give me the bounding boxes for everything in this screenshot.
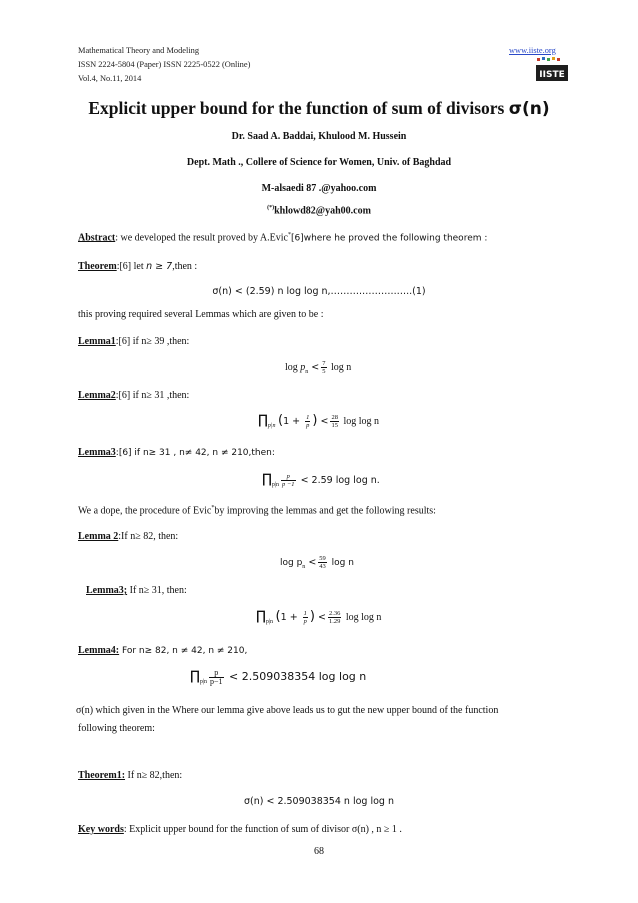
- lemma4-numerator: p: [209, 669, 224, 678]
- lemma1-condition: :[6] if n≥ 39 ,then:: [115, 336, 190, 347]
- lemma3-denominator: p −1: [282, 481, 295, 489]
- journal-name: Mathematical Theory and Modeling: [78, 46, 200, 55]
- lemma2-numerator: 1: [306, 414, 310, 422]
- page-number: 68: [314, 846, 324, 857]
- lemma2-condition: :[6] if n≥ 31 ,then:: [115, 390, 190, 401]
- keywords-line: [78, 824, 402, 835]
- lemma3b-product-index: p|n: [265, 619, 274, 625]
- theorem-label: Theorem: [78, 261, 117, 272]
- lemma2-label: Lemma2: [78, 390, 116, 401]
- sigma-paragraph-2: following theorem:: [78, 723, 155, 734]
- theorem-condition: n ≥ 7: [146, 261, 173, 272]
- adopt-text: We a dope, the procedure of Evic: [78, 505, 212, 517]
- lemma3b-line: [86, 585, 187, 596]
- lemma3b-product-symbol: ∏: [256, 609, 266, 624]
- lemma2-denominator-2: 15: [331, 422, 338, 430]
- issn-line: ISSN 2224-5804 (Paper) ISSN 2225-0522 (Online): [78, 60, 251, 69]
- lemma2b-fraction: [318, 555, 327, 570]
- lemma4-label: Lemma4:: [78, 645, 120, 656]
- theorem-line: [78, 261, 197, 272]
- logo-text: IISTE: [539, 70, 565, 80]
- volume-line: Vol.4, No.11, 2014: [78, 74, 142, 83]
- lemma4-formula: [190, 669, 366, 686]
- lemma4-product-index: p|n: [199, 679, 208, 685]
- page-title: [0, 98, 638, 119]
- lemma2-product-symbol: ∏: [258, 413, 268, 428]
- lemma1-formula: [285, 360, 351, 375]
- lemma3b-formula: [256, 609, 381, 625]
- lemma2-close-paren: ): [312, 413, 318, 428]
- lemma1-line: [78, 336, 189, 347]
- lemma1-relation: <: [308, 361, 320, 373]
- affiliation: Dept. Math ., Collere of Science for Women, Univ. of Baghdad: [186, 157, 452, 168]
- lemma2b-line: [78, 531, 178, 542]
- lemma3b-fraction-2: [328, 610, 341, 625]
- adopt-paragraph: [78, 505, 436, 516]
- lemma3b-condition: If n≥ 31, then:: [127, 585, 187, 596]
- email-2: [0, 205, 638, 216]
- theorem1-formula-text: σ(n) < 2.509038354 n log log n: [243, 796, 394, 807]
- lemma4-rhs: < 2.509038354 log log n: [225, 670, 367, 683]
- lemma1-numerator: 7: [322, 360, 326, 367]
- lemma3b-rhs: log log n: [343, 612, 382, 623]
- theorem1-label: Theorem1:: [78, 770, 126, 781]
- lemma4-condition: For n≥ 82, n ≠ 42, n ≠ 210,: [119, 646, 248, 656]
- lemma2-one: 1 +: [283, 416, 304, 427]
- keywords-label: Key words: [78, 824, 124, 835]
- lemma2-product-index: p|n: [267, 423, 276, 429]
- lemma2-numerator-2: 28: [331, 414, 338, 422]
- lemma2-rhs: log log n: [340, 416, 379, 427]
- theorem1-condition: If n≥ 82,then:: [125, 770, 183, 781]
- sigma-paragraph: σ(n) which given in the Where our lemma give above leads us to gut the new upper bound of the function: [76, 705, 499, 716]
- lemma3b-numerator-2: 2.36: [328, 610, 341, 618]
- lemma3-product-index: p|n: [271, 482, 280, 488]
- abstract-label: Abstract: [78, 232, 116, 244]
- lemma2-denominator: p: [306, 422, 310, 430]
- lemma2-line: [78, 390, 189, 401]
- lemma1-fraction: [321, 360, 326, 375]
- lemma4-line: [78, 645, 247, 656]
- lemma3b-open-paren: (: [275, 609, 281, 624]
- lemma3b-one: 1 +: [280, 612, 301, 623]
- email-2-text: khlowd82@yah00.com: [274, 205, 371, 217]
- abstract-text-2: [6]where he proved the following theorem :: [290, 233, 488, 244]
- lemma3b-fraction: [303, 610, 308, 625]
- theorem-formula-text: σ(n) < (2.59) n log log n,……….………..…..(1): [212, 286, 426, 297]
- lemma2b-formula: [280, 555, 354, 570]
- lemma1-sub: n: [305, 368, 309, 375]
- lemma3-fraction: [281, 473, 296, 488]
- lemma4-denominator: p−1: [210, 677, 223, 687]
- title-sigma: σ(n): [508, 99, 550, 119]
- lemma3-line: [78, 447, 275, 458]
- lemma3-formula: [262, 472, 380, 488]
- theorem-formula: [0, 286, 638, 297]
- theorem-text: :[6] let: [116, 261, 147, 272]
- lemma3-condition: :[6] if n≥ 31 , n≠ 42, n ≠ 210,then:: [115, 448, 275, 458]
- lemma2b-denominator: 43: [319, 563, 326, 570]
- lemma1-label: Lemma1: [78, 336, 116, 347]
- lemma2-fraction-2: [330, 414, 339, 429]
- lemma3-label: Lemma3: [78, 447, 116, 458]
- lemma3-product-symbol: ∏: [262, 472, 272, 487]
- lemma3b-relation: <: [315, 612, 326, 623]
- abstract-text: : we developed the result proved by A.Evic: [115, 232, 288, 244]
- adopt-text-2: by improving the lemmas and get the following results:: [214, 505, 436, 517]
- iiste-logo: [535, 56, 569, 84]
- lemma3b-denominator: p: [303, 618, 307, 626]
- lemma2-formula: [258, 413, 379, 429]
- lemma2b-lhs: log p: [280, 557, 303, 568]
- lemma3b-numerator: 1: [303, 610, 307, 618]
- lemma1-lhs: log: [285, 361, 301, 373]
- lemma3b-label: Lemma3;: [86, 585, 128, 596]
- lemma3b-close-paren: ): [309, 609, 315, 624]
- lemma4-fraction: [209, 669, 224, 686]
- theorem-after: ,then :: [172, 261, 198, 272]
- lemma2b-numerator: 59: [319, 555, 326, 562]
- authors: Dr. Saad A. Baddai, Khulood M. Hussein: [231, 131, 407, 142]
- lemma4-product-symbol: ∏: [190, 669, 200, 684]
- lemma1-rhs: log n: [328, 361, 352, 373]
- lemma3-rhs: < 2.59 log log n.: [297, 475, 380, 486]
- keywords-text: : Explicit upper bound for the function of sum of divisor σ(n) , n ≥ 1 .: [123, 824, 402, 835]
- lemma2b-rhs: log n: [328, 557, 354, 568]
- email-1: M-alsaedi 87 .@yahoo.com: [261, 183, 377, 194]
- lemma3-numerator: p: [281, 473, 296, 481]
- abstract-paragraph: [78, 232, 487, 243]
- theorem1-line: [78, 770, 182, 781]
- lemma1-denominator: 5: [322, 368, 326, 375]
- lemma3b-denominator-2: 1.29: [328, 618, 341, 626]
- lemma1-p: p: [300, 361, 306, 373]
- journal-url-link[interactable]: www.iiste.org: [509, 46, 556, 55]
- lemma2b-label: Lemma 2: [78, 531, 119, 542]
- lemma2-open-paren: (: [278, 413, 284, 428]
- lemma2b-relation: <: [305, 556, 317, 568]
- lemma2-fraction: [305, 414, 310, 429]
- theorem1-formula: [0, 796, 638, 807]
- lemma2-relation: <: [317, 416, 329, 427]
- lemma2b-sub: n: [302, 563, 306, 570]
- abstract-star: *: [287, 232, 291, 238]
- proving-text: this proving required several Lemmas which are given to be :: [78, 309, 324, 320]
- email-2-mark: (*): [267, 205, 275, 211]
- lemma2b-condition: :If n≥ 82, then:: [118, 531, 179, 542]
- adopt-star: *: [211, 505, 215, 511]
- title-text: Explicit upper bound for the function of sum of divisors: [88, 98, 509, 118]
